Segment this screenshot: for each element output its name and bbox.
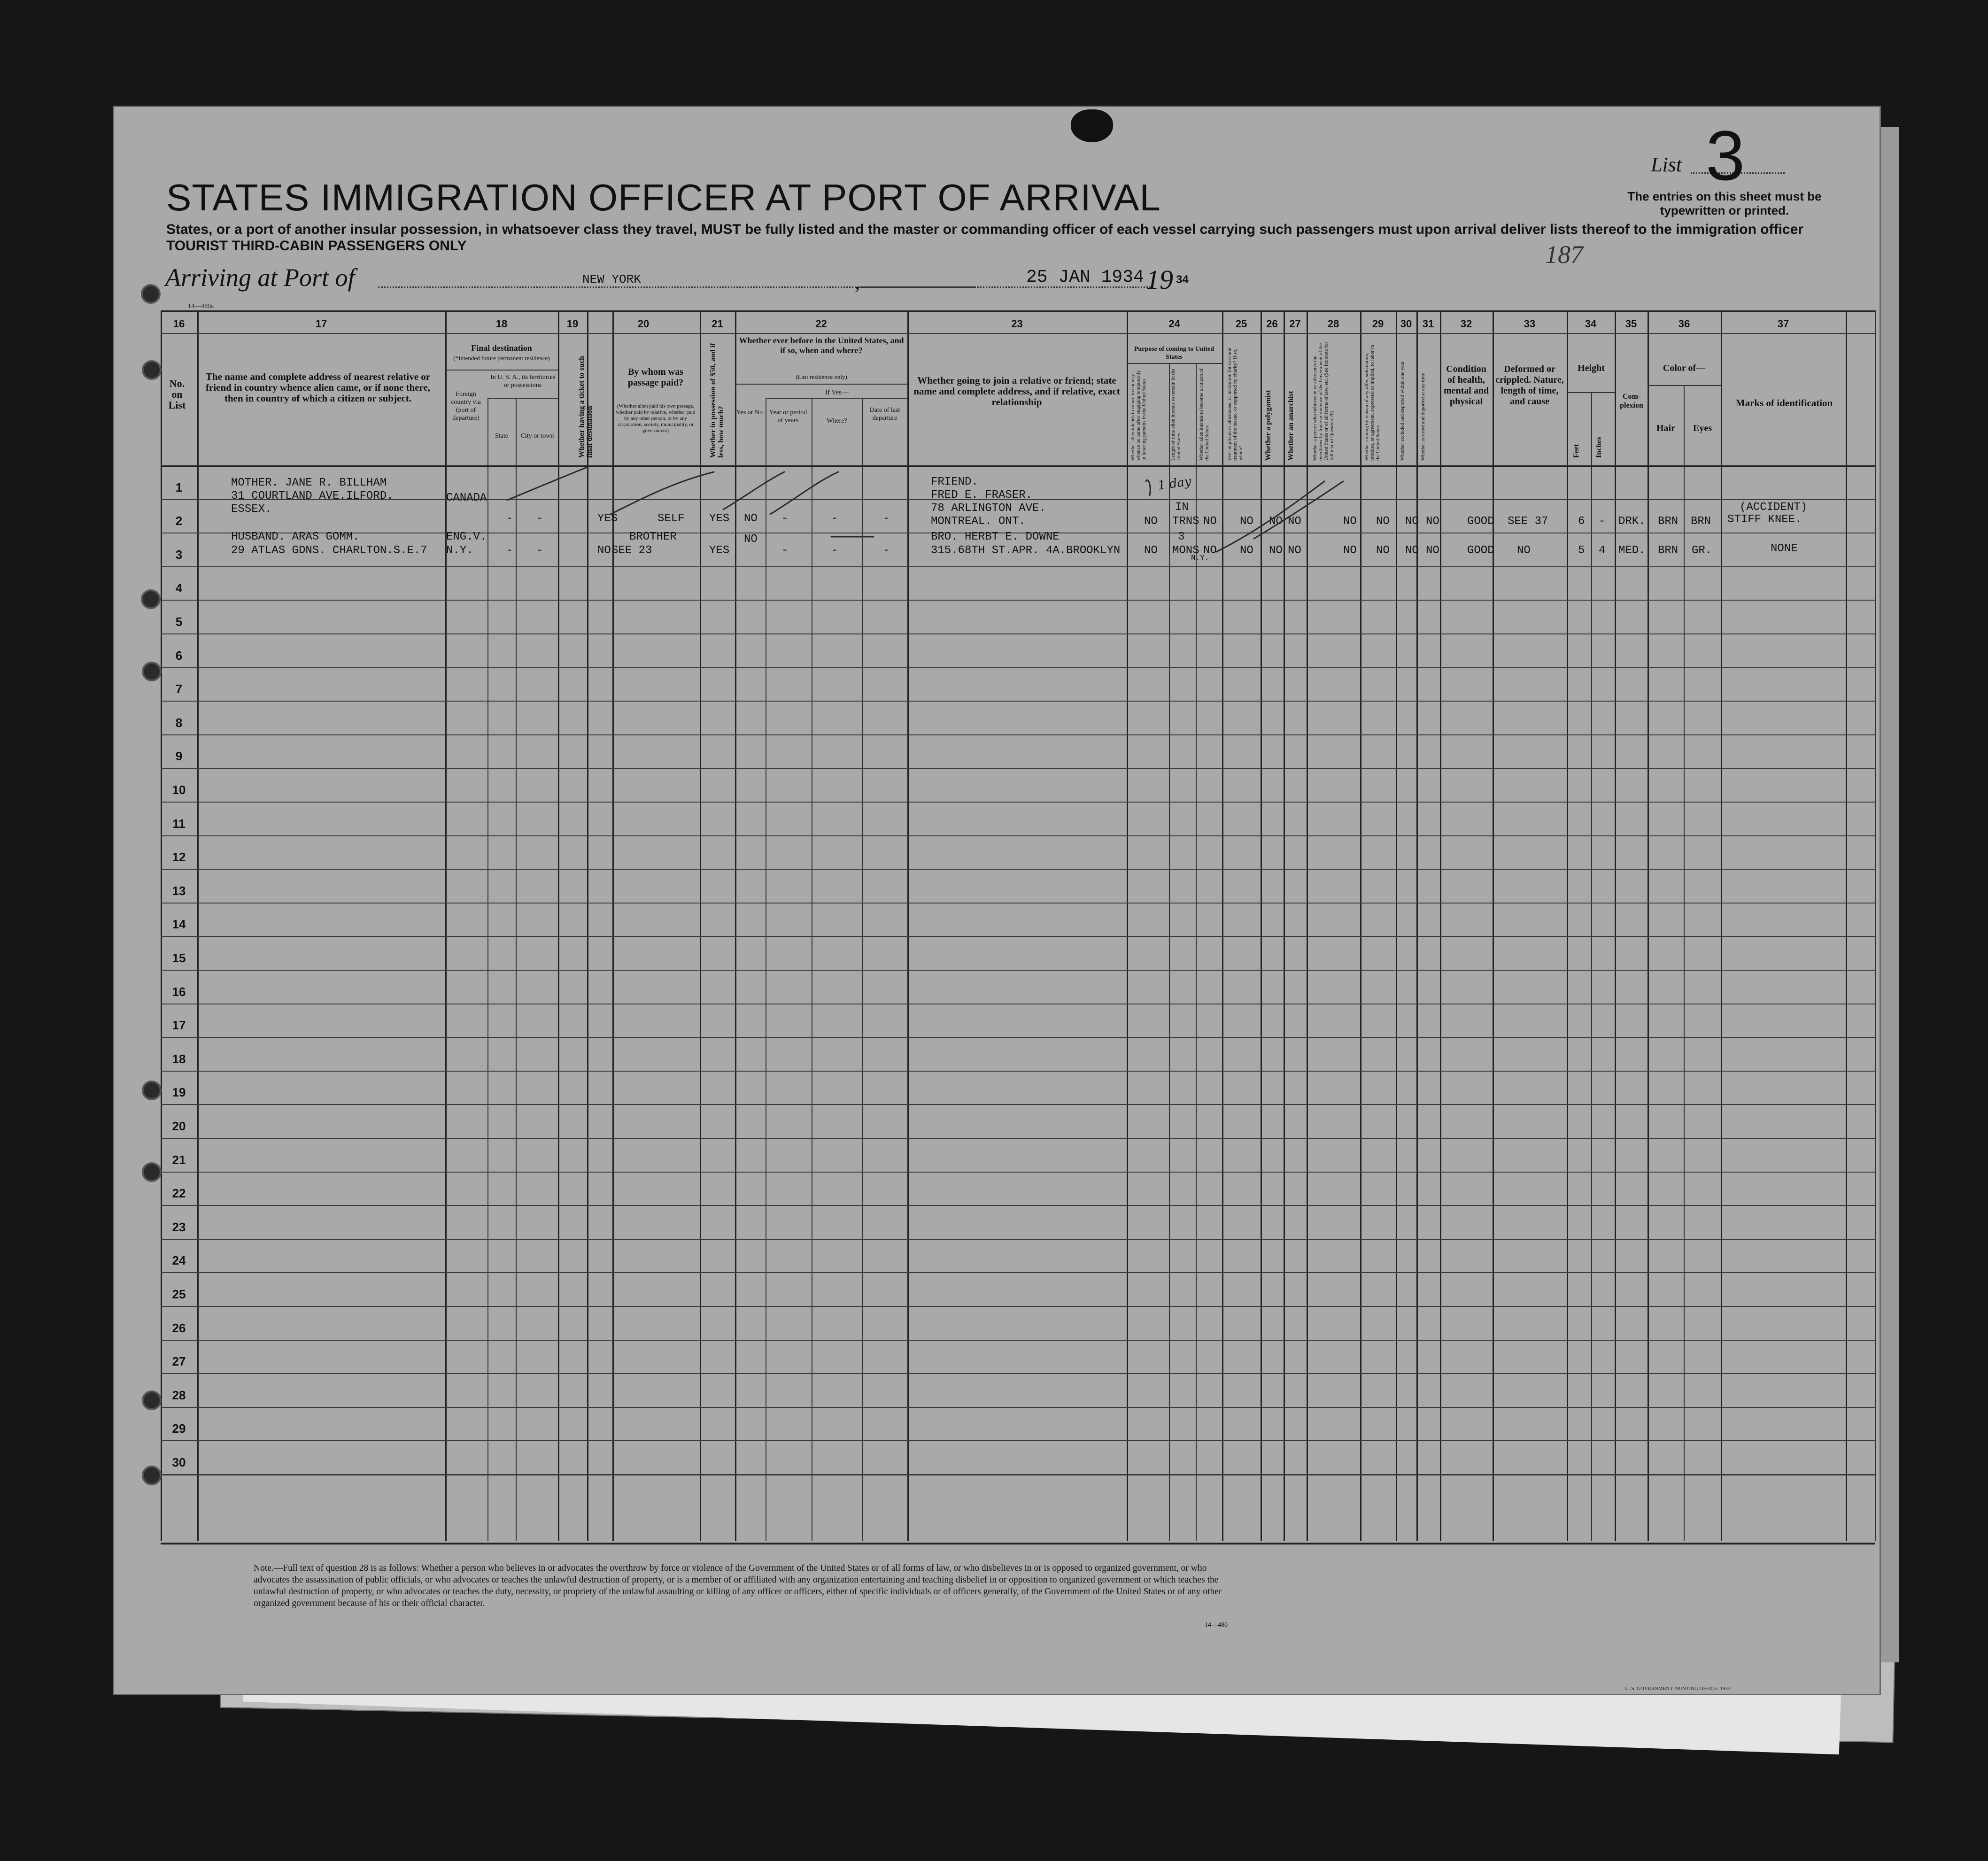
entry-2-join-line3: N.Y. xyxy=(1191,554,1209,562)
entry-1-relative-line1: MOTHER. JANE R. BILLHAM xyxy=(231,477,387,489)
row-number: 3 xyxy=(175,548,183,562)
handwritten-annotation-24: 1 day xyxy=(1157,474,1192,493)
column-number: 24 xyxy=(1168,318,1180,330)
handwritten-code: 187 xyxy=(1545,240,1583,269)
header-in-usa: In U. S. A., its territories or possessions xyxy=(490,374,556,389)
column-rule xyxy=(1493,310,1494,1541)
header-rule xyxy=(161,333,1875,334)
column-rule xyxy=(1591,392,1592,1541)
entry-1-join-line3: 78 ARLINGTON AVE. xyxy=(931,502,1046,515)
column-rule xyxy=(1615,310,1616,1541)
header-last-departure: Date of last departure xyxy=(869,407,900,422)
row-number: 6 xyxy=(175,649,183,663)
column-number: 36 xyxy=(1678,318,1690,330)
column-rule xyxy=(700,310,701,1541)
header-purpose: Purpose of coming to United States xyxy=(1134,346,1214,361)
header-24b: Length of time alien intends to remain in the United States xyxy=(1170,368,1182,461)
column-rule xyxy=(1127,310,1128,1541)
row-number: 27 xyxy=(172,1354,186,1368)
column-number: 17 xyxy=(315,318,327,330)
column-number: 37 xyxy=(1777,318,1789,330)
header-height: Height xyxy=(1578,363,1605,373)
entry-2-join-line2: 315.68TH ST.APR. 4A.BROOKLYN xyxy=(931,544,1121,557)
column-number: 32 xyxy=(1460,318,1472,330)
row-rule xyxy=(161,701,1875,702)
page-title: STATES IMMIGRATION OFFICER AT PORT OF ARRIVAL xyxy=(166,177,1161,218)
row-rule xyxy=(161,1104,1875,1105)
list-label: List xyxy=(1651,153,1682,176)
binding-notch xyxy=(1071,109,1113,142)
header-color-of: Color of— xyxy=(1663,363,1706,373)
entry-2-24c: NO xyxy=(1203,544,1217,557)
column-rule xyxy=(735,310,736,1541)
row-number: 7 xyxy=(175,682,183,696)
row-rule xyxy=(161,734,1875,735)
row-number: 20 xyxy=(172,1119,186,1133)
column-number: 21 xyxy=(712,318,723,330)
year-prefix: 19 xyxy=(1146,264,1173,295)
column-rule xyxy=(1284,310,1285,1541)
column-number: 18 xyxy=(495,318,508,330)
h34-subrule xyxy=(1568,392,1615,393)
question-28-footnote: Note.—Full text of question 28 is as follows: Whether a person who believes in or advocates the overthrow by force or violence of the Government of the United States or of all forms of law, or who disbelieves in or is opposed to organized government, or who advocates the assassination of public officials, or who advocates or teaches the unlawful destruction of property, or is a member of or affiliated with any organization entertaining and teaching disbelief in or opposition to organized government or which teaches the unlawful destruction of property, or who advocates or teaches the duty, necessity, or propriety of the unlawful assaulting or killing of any officer or officers, either of specific individuals or of officers generally, of the Government of the United States or of any other organized government because of his or their official character. xyxy=(254,1563,1222,1608)
column-rule xyxy=(1307,310,1308,1541)
entry-1-29: NO xyxy=(1376,515,1390,528)
entry-2-period: - xyxy=(781,544,789,557)
row-number: 17 xyxy=(172,1018,186,1032)
entry-2-departure: - xyxy=(883,544,890,557)
header-passage-paid-note: (Whether alien paid his own passage, whether paid by relative, whether paid by any other person, or by any corporation, society, municipality, or government) xyxy=(616,403,696,433)
row-number: 9 xyxy=(175,749,183,763)
arriving-label: Arriving at Port of xyxy=(165,263,355,292)
column-rule xyxy=(1721,310,1722,1541)
row-rule xyxy=(161,566,1875,567)
row-rule xyxy=(161,1306,1875,1307)
entry-2-24b-line2: MONS xyxy=(1172,544,1199,557)
entry-1-inches: - xyxy=(1599,515,1606,528)
entry-1-hair: BRN xyxy=(1658,515,1679,528)
header-31: Whether arrested and deported at any time xyxy=(1420,373,1426,461)
header-marks: Marks of identification xyxy=(1735,397,1833,409)
header-complexion: Com-plexion xyxy=(1620,393,1643,409)
column-number: 33 xyxy=(1524,318,1536,330)
header-24c: Whether alien intends to become a citizen of the United States xyxy=(1199,368,1210,461)
column-rule xyxy=(1196,363,1197,1541)
entry-2-where: - xyxy=(831,544,838,557)
instruction-line: States, or a port of another insular possession, in whatsoever class they travel, MUST be fully listed and the master or commanding officer of each vessel carrying such passengers must upon arrival deliver lists thereof to the immigration officer xyxy=(166,222,1803,237)
header-30: Whether excluded and deported within one year xyxy=(1400,361,1405,461)
column-number: 19 xyxy=(566,318,579,330)
row-rule xyxy=(161,633,1875,634)
entry-2-before: NO xyxy=(744,533,758,546)
h18-subrule xyxy=(445,370,558,371)
entry-1-state: - xyxy=(506,512,513,525)
column-number: 29 xyxy=(1372,318,1384,330)
entry-2-foreign-line1: ENG.V. xyxy=(446,531,487,543)
footnote-form-code: 14—480 xyxy=(1205,1622,1228,1629)
column-number: 22 xyxy=(815,318,827,330)
row-rule xyxy=(161,802,1875,803)
header-passage-paid: By whom was passage paid? xyxy=(627,367,684,388)
header-period: Year or period of years xyxy=(769,409,807,424)
column-rule xyxy=(1440,310,1441,1541)
entry-1-where: - xyxy=(831,512,838,525)
column-number: 34 xyxy=(1585,318,1597,330)
row-number: 14 xyxy=(172,917,186,931)
header-deformed: Deformed or crippled. Nature, length of time, and cause xyxy=(1495,364,1564,407)
list-number: 3 xyxy=(1706,116,1745,195)
column-number: 25 xyxy=(1235,318,1247,330)
column-number: 30 xyxy=(1400,318,1412,330)
row-rule xyxy=(161,667,1875,668)
entry-2-25: NO xyxy=(1240,544,1253,557)
entry-2-health: GOOD xyxy=(1467,544,1494,557)
entry-2-24a: NO xyxy=(1144,544,1158,557)
entry-1-has-50: YES xyxy=(709,512,730,525)
punch-hole xyxy=(141,589,161,609)
row-number: 12 xyxy=(172,850,186,864)
entry-1-24a: NO xyxy=(1144,515,1158,528)
entry-2-hair: BRN xyxy=(1658,544,1679,557)
row-number: 15 xyxy=(172,951,186,965)
row-rule xyxy=(161,1474,1875,1475)
entry-2-relative-line1: HUSBAND. ARAS GOMM. xyxy=(231,531,360,543)
header-28: Whether a person who believes in or advocates the overthrow by force or violence of the Government of the United States or of all forms of law, etc. (See footnote for full text of Question 28) xyxy=(1312,341,1335,461)
entry-2-feet: 5 xyxy=(1578,544,1585,557)
entry-1-complexion: DRK. xyxy=(1618,515,1646,528)
entry-2-26: NO xyxy=(1269,544,1283,557)
punch-hole xyxy=(142,662,162,681)
entry-2-paid-by-line1: BROTHER xyxy=(629,531,677,543)
header-inches: Inches xyxy=(1595,437,1603,458)
entry-2-marks: NONE xyxy=(1771,542,1798,555)
column-number: 27 xyxy=(1289,318,1301,330)
column-rule xyxy=(612,310,614,1541)
column-number: 20 xyxy=(637,318,650,330)
punch-hole xyxy=(141,284,161,304)
punch-hole xyxy=(142,1390,162,1410)
header-join-relative: Whether going to join a relative or friend; state name and complete address, and if relative, exact relationship xyxy=(913,375,1120,408)
header-final-destination-note: (*Intended future permanent residence) xyxy=(453,355,550,362)
entry-2-join-line1: BRO. HERBT E. DOWNE xyxy=(931,531,1060,543)
entry-2-29: NO xyxy=(1376,544,1390,557)
row-number: 23 xyxy=(172,1220,186,1234)
header-if-yes: If Yes— xyxy=(825,389,849,396)
entry-2-eyes: GR. xyxy=(1692,544,1712,557)
column-rule xyxy=(197,310,199,1541)
header-hair: Hair xyxy=(1656,423,1675,433)
column-rule xyxy=(1360,310,1361,1541)
row-number: 5 xyxy=(175,615,183,629)
row-number: 26 xyxy=(172,1321,186,1335)
header-25: Ever in prison or almshouse, or institution for care and treatment of the insane, or supported by charity? If so, which? xyxy=(1227,347,1244,461)
row-number: 25 xyxy=(172,1287,186,1301)
entry-2-ticket: NO xyxy=(597,544,611,557)
entry-2-foreign-line2: N.Y. xyxy=(446,544,473,557)
column-rule xyxy=(1261,310,1262,1541)
header-29: Whether coming by reason of any offer, solicitation, promise, or agreement, expressed or implied, to labor in the United States xyxy=(1364,345,1381,461)
arrival-date-stamp: 25 JAN 1934 xyxy=(1026,267,1144,287)
entry-2-31: NO xyxy=(1426,544,1439,557)
entry-1-24b-line1: IN xyxy=(1175,501,1189,514)
column-rule xyxy=(907,310,909,1541)
column-rule xyxy=(487,398,488,1541)
form-code: 14—480a xyxy=(188,303,214,310)
row-number: 28 xyxy=(172,1388,186,1402)
entry-1-feet: 6 xyxy=(1578,515,1585,528)
port-of-arrival: NEW YORK xyxy=(582,272,641,286)
header-ticket: Whether having a ticket to such final destination xyxy=(578,355,594,458)
entry-1-eyes: BRN xyxy=(1691,515,1711,528)
h22-subrule xyxy=(735,384,907,385)
entry-1-departure: - xyxy=(883,512,890,525)
entry-1-24b-line2: TRNS xyxy=(1172,515,1199,528)
h36-subrule xyxy=(1648,385,1721,386)
row-rule xyxy=(161,835,1875,836)
row-rule xyxy=(161,600,1875,601)
entry-1-city: - xyxy=(536,512,543,525)
row-rule xyxy=(161,869,1875,870)
entry-1-27: NO xyxy=(1288,515,1301,528)
punch-hole xyxy=(142,1162,162,1182)
column-rule xyxy=(1648,310,1649,1541)
entry-1-relative-line3: ESSEX. xyxy=(231,503,272,516)
header-bottom-rule xyxy=(161,465,1875,467)
column-rule xyxy=(1169,363,1170,1541)
row-rule xyxy=(161,1071,1875,1072)
column-rule xyxy=(1222,310,1223,1541)
row-number: 13 xyxy=(172,884,186,898)
column-rule xyxy=(516,398,517,1541)
entry-1-health: GOOD xyxy=(1467,515,1494,528)
entry-1-relative-line2: 31 COURTLAND AVE.ILFORD. xyxy=(231,490,394,502)
row-rule xyxy=(161,1272,1875,1273)
row-number: 1 xyxy=(175,480,183,494)
entry-1-deformed: SEE 37 xyxy=(1508,515,1548,528)
column-number: 26 xyxy=(1266,318,1278,330)
header-eyes: Eyes xyxy=(1693,423,1712,433)
entry-1-join-line1: FRIEND. xyxy=(931,476,978,488)
row-number: 4 xyxy=(175,581,183,595)
entry-2-has-50: YES xyxy=(709,544,730,557)
entry-2-relative-line2: 29 ATLAS GDNS. CHARLTON.S.E.7 xyxy=(231,544,427,557)
entry-1-foreign: CANADA xyxy=(446,492,487,504)
column-number: 28 xyxy=(1327,318,1339,330)
column-rule xyxy=(587,310,588,1541)
header-24a: Whether alien intends to return to country whence he came after engaging temporarily in laboring pursuits in the United States xyxy=(1130,370,1147,461)
row-rule xyxy=(161,1138,1875,1139)
entry-2-deformed: NO xyxy=(1517,544,1531,557)
column-number: 31 xyxy=(1422,318,1434,330)
header-ever-before: Whether ever before in the United States, and if so, when and where? xyxy=(739,336,904,355)
row-rule xyxy=(161,1440,1875,1441)
entry-1-marks-line2: STIFF KNEE. xyxy=(1727,513,1802,526)
year-suffix: 34 xyxy=(1176,273,1189,286)
column-number: 35 xyxy=(1625,318,1637,330)
entry-1-marks-line1: (ACCIDENT) xyxy=(1740,501,1808,514)
header-polygamist: Whether a polygamist xyxy=(1264,390,1272,461)
comma: , xyxy=(855,270,860,293)
row-number: 2 xyxy=(175,514,183,528)
entry-2-complexion: MED. xyxy=(1618,544,1646,557)
column-rule xyxy=(1416,310,1418,1541)
row-number: 8 xyxy=(175,716,183,730)
row-rule xyxy=(161,1037,1875,1038)
header-where: Where? xyxy=(827,417,847,425)
h24-subrule xyxy=(1127,363,1222,364)
column-rule xyxy=(1396,310,1397,1541)
row-rule xyxy=(161,970,1875,971)
row-number: 11 xyxy=(172,817,186,831)
printer-imprint: U. S. GOVERNMENT PRINTING OFFICE: 1933 xyxy=(1625,1686,1731,1691)
punch-hole xyxy=(142,1466,162,1485)
row-rule xyxy=(161,768,1875,769)
column-rule xyxy=(1684,385,1685,1541)
punch-hole xyxy=(142,1081,162,1100)
entry-2-paid-by-line2: SEE 23 xyxy=(611,544,652,557)
row-rule xyxy=(161,1205,1875,1206)
entry-2-30: NO xyxy=(1405,544,1419,557)
column-rule xyxy=(862,398,863,1541)
column-rule xyxy=(1567,310,1568,1541)
row-number: 30 xyxy=(172,1455,186,1469)
header-health: Condition of health, mental and physical xyxy=(1443,364,1489,407)
header-feet: Feet xyxy=(1572,444,1580,458)
header-nearest-relative: The name and complete address of nearest relative or friend in country whence alien came, or if none there, then in country of which a citizen or subject. xyxy=(205,371,431,404)
manifest-sheet xyxy=(113,106,1881,1695)
passenger-class-line: TOURIST THIRD-CABIN PASSENGERS ONLY xyxy=(166,238,467,254)
entry-1-31: NO xyxy=(1426,515,1439,528)
header-yes-or-no: Yes or No xyxy=(736,409,763,416)
header-last-residence: (Last residence only) xyxy=(796,373,847,380)
row-number: 29 xyxy=(172,1421,186,1436)
entry-1-28: NO xyxy=(1343,515,1357,528)
entry-1-ticket: YES xyxy=(597,512,618,525)
header-state: State xyxy=(495,432,508,440)
row-number: 24 xyxy=(172,1253,186,1267)
column-rule xyxy=(1875,310,1876,1541)
row-number: 16 xyxy=(172,985,186,999)
row-number: 19 xyxy=(172,1085,186,1099)
row-number: 22 xyxy=(172,1186,186,1200)
row-rule xyxy=(161,1172,1875,1173)
header-city: City or town xyxy=(520,432,554,440)
header-no-on-list: No. on List xyxy=(168,378,186,411)
entry-1-join-line2: FRED E. FRASER. xyxy=(931,489,1033,502)
entry-2-city: - xyxy=(536,544,543,557)
row-number: 10 xyxy=(172,783,186,797)
header-has-50: Whether in possession of $50, and if less, how much? xyxy=(709,343,725,458)
column-number: 23 xyxy=(1011,318,1023,330)
entries-note: The entries on this sheet must be typewritten or printed. xyxy=(1627,189,1822,217)
row-number: 21 xyxy=(172,1153,186,1167)
row-rule xyxy=(161,1340,1875,1341)
punch-hole xyxy=(142,360,162,380)
entry-2-inches: 4 xyxy=(1599,544,1606,557)
entry-2-28: NO xyxy=(1343,544,1357,557)
h18-usa-subrule xyxy=(487,398,558,399)
entry-2-24b-line1: 3 xyxy=(1178,531,1185,543)
header-final-destination: Final destination xyxy=(471,343,532,353)
entry-1-period: - xyxy=(781,512,789,525)
row-rule xyxy=(161,1373,1875,1374)
entry-1-26: NO xyxy=(1269,515,1283,528)
row-rule xyxy=(161,936,1875,937)
entry-1-before: NO xyxy=(744,512,758,525)
header-anarchist: Whether an anarchist xyxy=(1287,391,1295,461)
column-rule xyxy=(1846,310,1847,1541)
entry-1-join-line4: MONTREAL. ONT. xyxy=(931,515,1026,528)
entry-2-27: NO xyxy=(1288,544,1301,557)
row-rule xyxy=(161,1407,1875,1408)
entry-1-paid-by: SELF xyxy=(658,512,685,525)
column-rule xyxy=(558,310,559,1541)
header-foreign-country: Foreign country via (port of departure) xyxy=(451,391,481,422)
entry-2-state: - xyxy=(506,544,513,557)
entry-1-24c: NO xyxy=(1203,515,1217,528)
row-rule xyxy=(161,1239,1875,1240)
row-number: 18 xyxy=(172,1052,186,1066)
entry-1-25: NO xyxy=(1240,515,1253,528)
column-number: 16 xyxy=(173,318,185,330)
entry-1-30: NO xyxy=(1405,515,1419,528)
